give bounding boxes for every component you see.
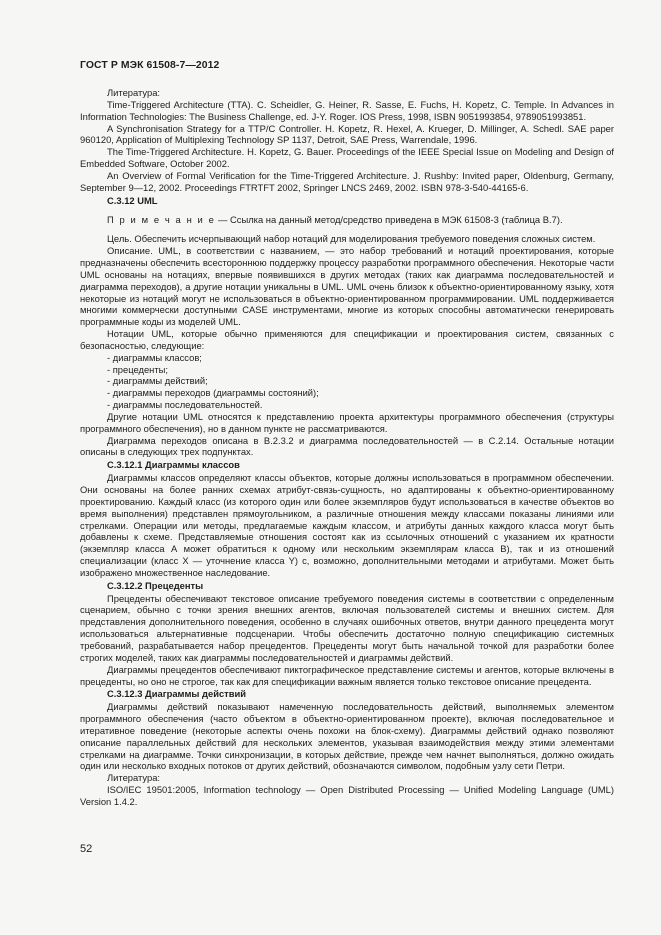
goal-paragraph: Цель. Обеспечить исчерпывающий набор нотаций для моделирования требуемого поведения сложных систем.	[107, 233, 596, 245]
literature-title: Литература:	[107, 772, 161, 784]
transitions-paragraph: Диаграмма переходов описана в В.2.3.2 и диаграмма последовательностей — в С.2.14. Остальные нотации описаны в следующих трех подпунктах.	[80, 434, 614, 458]
reference-item: Time-Triggered Architecture (TTA). C. Scheidler, G. Heiner, R. Sasse, E. Fuchs, H. Kopetz, C. Temple. In Advances in Information Technologies: The Business Challenge, ed. J-Y. Roger. IOS Press, 1998, ISBN 9051993854, 9789051993851.	[80, 98, 614, 122]
reference-item: An Overview of Formal Verification for the Time-Triggered Architecture. J. Rushby: Invited paper, Oldenburg, Germany, September 9—12, 2002. Proceedings FTRTFT 2002, Springer LNCS 2469, 2002. ISBN 978-3-540-44165-6.	[80, 169, 614, 193]
document-header: ГОСТ Р МЭК 61508-7—2012	[80, 60, 220, 71]
section-heading-class-diagrams: С.3.12.1 Диаграммы классов	[107, 459, 240, 471]
reference-item: A Synchronisation Strategy for a TTP/C Controller. H. Kopetz, R. Hexel, A. Krueger, D. Millinger, A. Schedl. SAE paper 960120, Application of Multiplexing Technology SP 1137, Detroit, SAE Press, Warrendale, 1996.	[80, 122, 614, 146]
description-paragraph: Описание. UML, в соответствии с названием, — это набор требований и нотаций проектирования, которые предназначены обеспечить всестороннюю поддержку процессу разработки программного обеспечения. Некоторые части UML основаны на нотациях, впервые появившихся в других методах (таких как диаграмма последовательностей и диаграмма переходов), а другие нотации уникальны в UML. UML очень близок к объектно-ориентированному языку, хотя некоторые из нотаций могут не использоваться в объектно-ориентированном программировании. UML поддерживается многими коммерчески доступными CASE инструментами, многие из которых способны автоматически генерировать программные коды из моделей UML.	[80, 245, 614, 328]
other-notations-paragraph: Другие нотации UML относятся к представлению проекта архитектуры программного обеспечения (структуры программного обеспечения), но в данном пункте не рассматриваются.	[80, 410, 614, 434]
notations-list	[80, 352, 614, 411]
section-heading-uml: C.3.12 UML	[107, 194, 158, 206]
literature-title: Литература:	[107, 87, 161, 98]
page-body	[80, 87, 614, 808]
section-heading-activity-diagrams: С.3.12.3 Диаграммы действий	[107, 688, 247, 700]
activity-diagrams-paragraph: Диаграммы действий показывают намеченную последовательность действий, выполняемых элементом программного обеспечения (часто объектом в объектно-ориентированном проекте), включая последовательное и итеративное поведение (некоторые аспекты очень похожи на блок-схему). Диаграммы действий однако позволяют описание параллельных действий для нескольких элементов, указывая взаимодействия между этими элементами стрелками на диаграмме. Точки синхронизации, в которых действие, прежде чем начнет выполняться, должно ожидать один или несколько входных потоков от других действий, обозначаются символом, подобным узлу сети Петри.	[80, 701, 614, 772]
reference-item: ISO/IEC 19501:2005, Information technology — Open Distributed Processing — Unified Modeling Language (UML) Version 1.4.2.	[80, 784, 614, 807]
use-case-diagrams-paragraph: Диаграммы прецедентов обеспечивают пиктографическое представление системы и агентов, которые включены в прецеденты, но оно не строгое, так как для спецификации важным является только текстовое описание прецедента.	[80, 663, 614, 687]
note-text: — Ссылка на данный метод/средство приведена в МЭК 61508-3 (таблица В.7).	[215, 214, 563, 226]
list-item: - диаграммы действий;	[107, 375, 208, 387]
use-cases-paragraph: Прецеденты обеспечивают текстовое описание требуемого поведения системы в соответствии с определенным сценарием, обычно с точки зрения внешних агентов, включая пользователей системы и внешних систем. Для представления дополнительного поведения, особенно в случаях ошибочных ответов, внутри данного прецедента могут использоваться альтернативные подсценарии. Чтобы обеспечить достаточно полную спецификацию системных требований, разрабатывается набор прецедентов. Прецеденты могут быть начальной точкой для разработки более строгих моделей, таких как диаграммы последовательностей и диаграммы действий.	[80, 592, 614, 663]
page-number: 52	[80, 843, 93, 855]
list-item: - диаграммы переходов (диаграммы состояний);	[107, 387, 319, 399]
list-item: - диаграммы последовательностей.	[107, 399, 263, 411]
note	[80, 214, 614, 226]
list-item: - диаграммы классов;	[107, 351, 202, 363]
notations-intro: Нотации UML, которые обычно применяются для спецификации и проектирования систем, связанных с безопасностью, следующие:	[80, 328, 614, 351]
note-label: П р и м е ч а н и е	[107, 214, 216, 226]
section-heading-use-cases: С.3.12.2 Прецеденты	[107, 579, 204, 591]
class-diagrams-paragraph: Диаграммы классов определяют классы объектов, которые должны использоваться в программном обеспечении. Они основаны на более ранних схемах атрибут-связь-сущность, но адаптированы к объектно-ориентированному проектированию. Каждый класс (из которого один или более экземпляров будут использоваться в качестве объектов во время выполнения) представлен прямоугольником, а различные отношения между классами показаны линиями или стрелками. Операции или методы, предлагаемые каждым классом, и атрибуты данных каждого класса могут быть добавлены к схеме. Представляемые отношения состоят как из ссылочных отношений с указанием их кратности (экземпляр класса А может обратиться к одному или нескольким экземплярам класса В), так и из отношений специализации (класс X — уточнение класса Y) с, возможно, дополнительными методами и атрибутами. Может быть изображено множественное наследование.	[80, 472, 614, 578]
list-item: - прецеденты;	[107, 363, 169, 375]
reference-item: The Time-Triggered Architecture. H. Kopetz, G. Bauer. Proceedings of the IEEE Special Issue on Modeling and Design of Embedded Software, October 2002.	[80, 146, 614, 170]
